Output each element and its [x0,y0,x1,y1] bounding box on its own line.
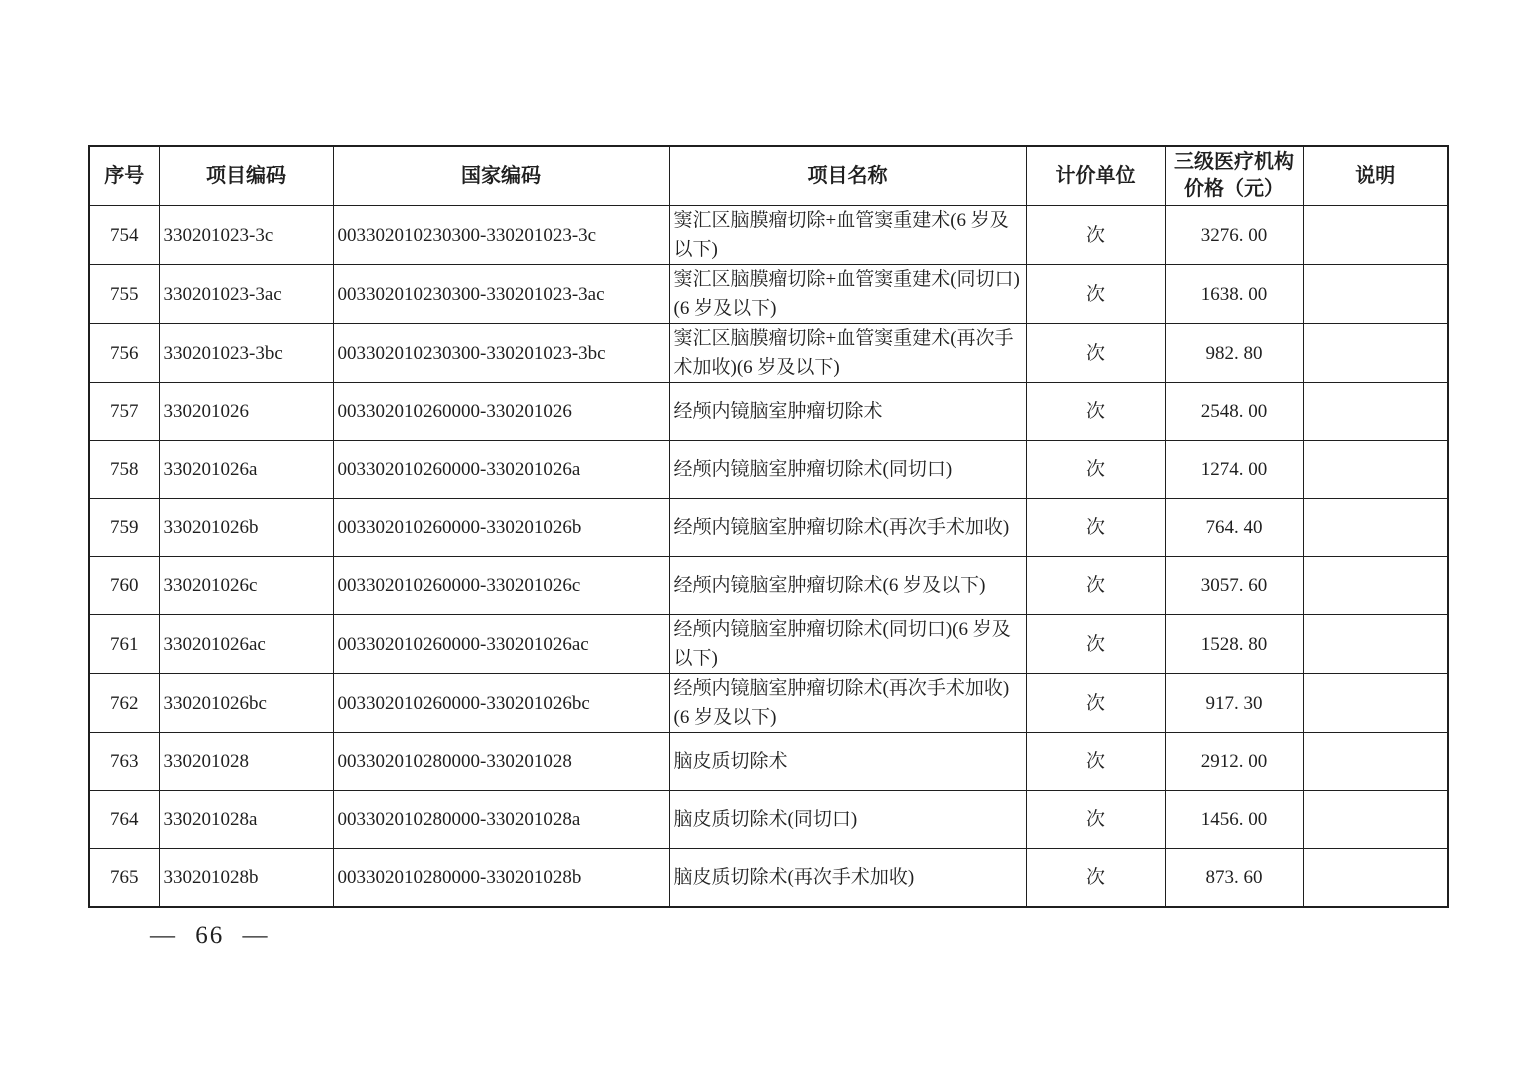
row-name: 经颅内镜脑室肿瘤切除术(同切口) [669,441,1026,499]
row-national-code: 003302010230300-330201023-3bc [333,324,669,383]
row-name: 经颅内镜脑室肿瘤切除术(6 岁及以下) [669,557,1026,615]
row-note [1303,849,1448,908]
row-unit: 次 [1026,849,1165,908]
row-national-code: 003302010260000-330201026a [333,441,669,499]
row-note [1303,499,1448,557]
row-name: 窦汇区脑膜瘤切除+血管窦重建术(同切口)(6 岁及以下) [669,265,1026,324]
row-item-code: 330201026a [159,441,333,499]
row-unit: 次 [1026,441,1165,499]
row-seq: 757 [89,383,159,441]
row-seq: 764 [89,791,159,849]
row-name: 窦汇区脑膜瘤切除+血管窦重建术(再次手术加收)(6 岁及以下) [669,324,1026,383]
row-price: 1528. 80 [1165,615,1303,674]
row-item-code: 330201023-3bc [159,324,333,383]
row-price: 982. 80 [1165,324,1303,383]
row-note [1303,324,1448,383]
row-note [1303,557,1448,615]
row-note [1303,383,1448,441]
row-seq: 756 [89,324,159,383]
row-unit: 次 [1026,383,1165,441]
row-seq: 754 [89,206,159,265]
header-seq: 序号 [89,146,159,206]
row-note [1303,615,1448,674]
row-national-code: 003302010260000-330201026 [333,383,669,441]
row-national-code: 003302010280000-330201028 [333,733,669,791]
row-price: 1456. 00 [1165,791,1303,849]
row-national-code: 003302010260000-330201026ac [333,615,669,674]
row-note [1303,206,1448,265]
page-number: — 66 — [150,922,270,949]
row-price: 764. 40 [1165,499,1303,557]
table-row [89,733,1448,791]
row-unit: 次 [1026,791,1165,849]
row-item-code: 330201026bc [159,674,333,733]
row-item-code: 330201028b [159,849,333,908]
row-unit: 次 [1026,557,1165,615]
row-item-code: 330201026c [159,557,333,615]
row-seq: 760 [89,557,159,615]
row-national-code: 003302010230300-330201023-3c [333,206,669,265]
table-row [89,674,1448,733]
row-name: 窦汇区脑膜瘤切除+血管窦重建术(6 岁及以下) [669,206,1026,265]
row-seq: 765 [89,849,159,908]
row-note [1303,733,1448,791]
row-price: 3276. 00 [1165,206,1303,265]
header-price: 三级医疗机构价格（元） [1165,146,1303,206]
header-name: 项目名称 [669,146,1026,206]
row-item-code: 330201028a [159,791,333,849]
row-name: 脑皮质切除术(再次手术加收) [669,849,1026,908]
row-item-code: 330201023-3ac [159,265,333,324]
table-row [89,791,1448,849]
table-row [89,324,1448,383]
row-national-code: 003302010260000-330201026b [333,499,669,557]
row-note [1303,791,1448,849]
row-name: 经颅内镜脑室肿瘤切除术(同切口)(6 岁及以下) [669,615,1026,674]
header-item-code: 项目编码 [159,146,333,206]
row-national-code: 003302010260000-330201026bc [333,674,669,733]
row-national-code: 003302010280000-330201028a [333,791,669,849]
pricing-table [88,145,1449,908]
table-row [89,849,1448,908]
row-note [1303,265,1448,324]
row-name: 脑皮质切除术 [669,733,1026,791]
table-body [89,206,1448,908]
row-seq: 762 [89,674,159,733]
row-unit: 次 [1026,324,1165,383]
row-unit: 次 [1026,615,1165,674]
row-national-code: 003302010280000-330201028b [333,849,669,908]
row-unit: 次 [1026,206,1165,265]
header-note: 说明 [1303,146,1448,206]
header-unit: 计价单位 [1026,146,1165,206]
row-unit: 次 [1026,499,1165,557]
row-name: 经颅内镜脑室肿瘤切除术 [669,383,1026,441]
table-row [89,557,1448,615]
row-price: 2912. 00 [1165,733,1303,791]
row-seq: 759 [89,499,159,557]
row-price: 873. 60 [1165,849,1303,908]
table-row [89,441,1448,499]
row-seq: 755 [89,265,159,324]
row-national-code: 003302010260000-330201026c [333,557,669,615]
row-seq: 763 [89,733,159,791]
row-price: 1274. 00 [1165,441,1303,499]
table-row [89,206,1448,265]
header-national-code: 国家编码 [333,146,669,206]
row-item-code: 330201026 [159,383,333,441]
row-item-code: 330201023-3c [159,206,333,265]
row-note [1303,674,1448,733]
row-price: 2548. 00 [1165,383,1303,441]
row-note [1303,441,1448,499]
row-item-code: 330201026b [159,499,333,557]
table-row [89,615,1448,674]
row-seq: 761 [89,615,159,674]
table-row [89,499,1448,557]
row-name: 经颅内镜脑室肿瘤切除术(再次手术加收)(6 岁及以下) [669,674,1026,733]
row-item-code: 330201026ac [159,615,333,674]
row-price: 1638. 00 [1165,265,1303,324]
row-national-code: 003302010230300-330201023-3ac [333,265,669,324]
row-unit: 次 [1026,733,1165,791]
row-price: 3057. 60 [1165,557,1303,615]
table-header-row [89,146,1448,206]
row-unit: 次 [1026,265,1165,324]
row-name: 脑皮质切除术(同切口) [669,791,1026,849]
row-item-code: 330201028 [159,733,333,791]
row-name: 经颅内镜脑室肿瘤切除术(再次手术加收) [669,499,1026,557]
row-unit: 次 [1026,674,1165,733]
table-row [89,383,1448,441]
row-price: 917. 30 [1165,674,1303,733]
table-row [89,265,1448,324]
row-seq: 758 [89,441,159,499]
